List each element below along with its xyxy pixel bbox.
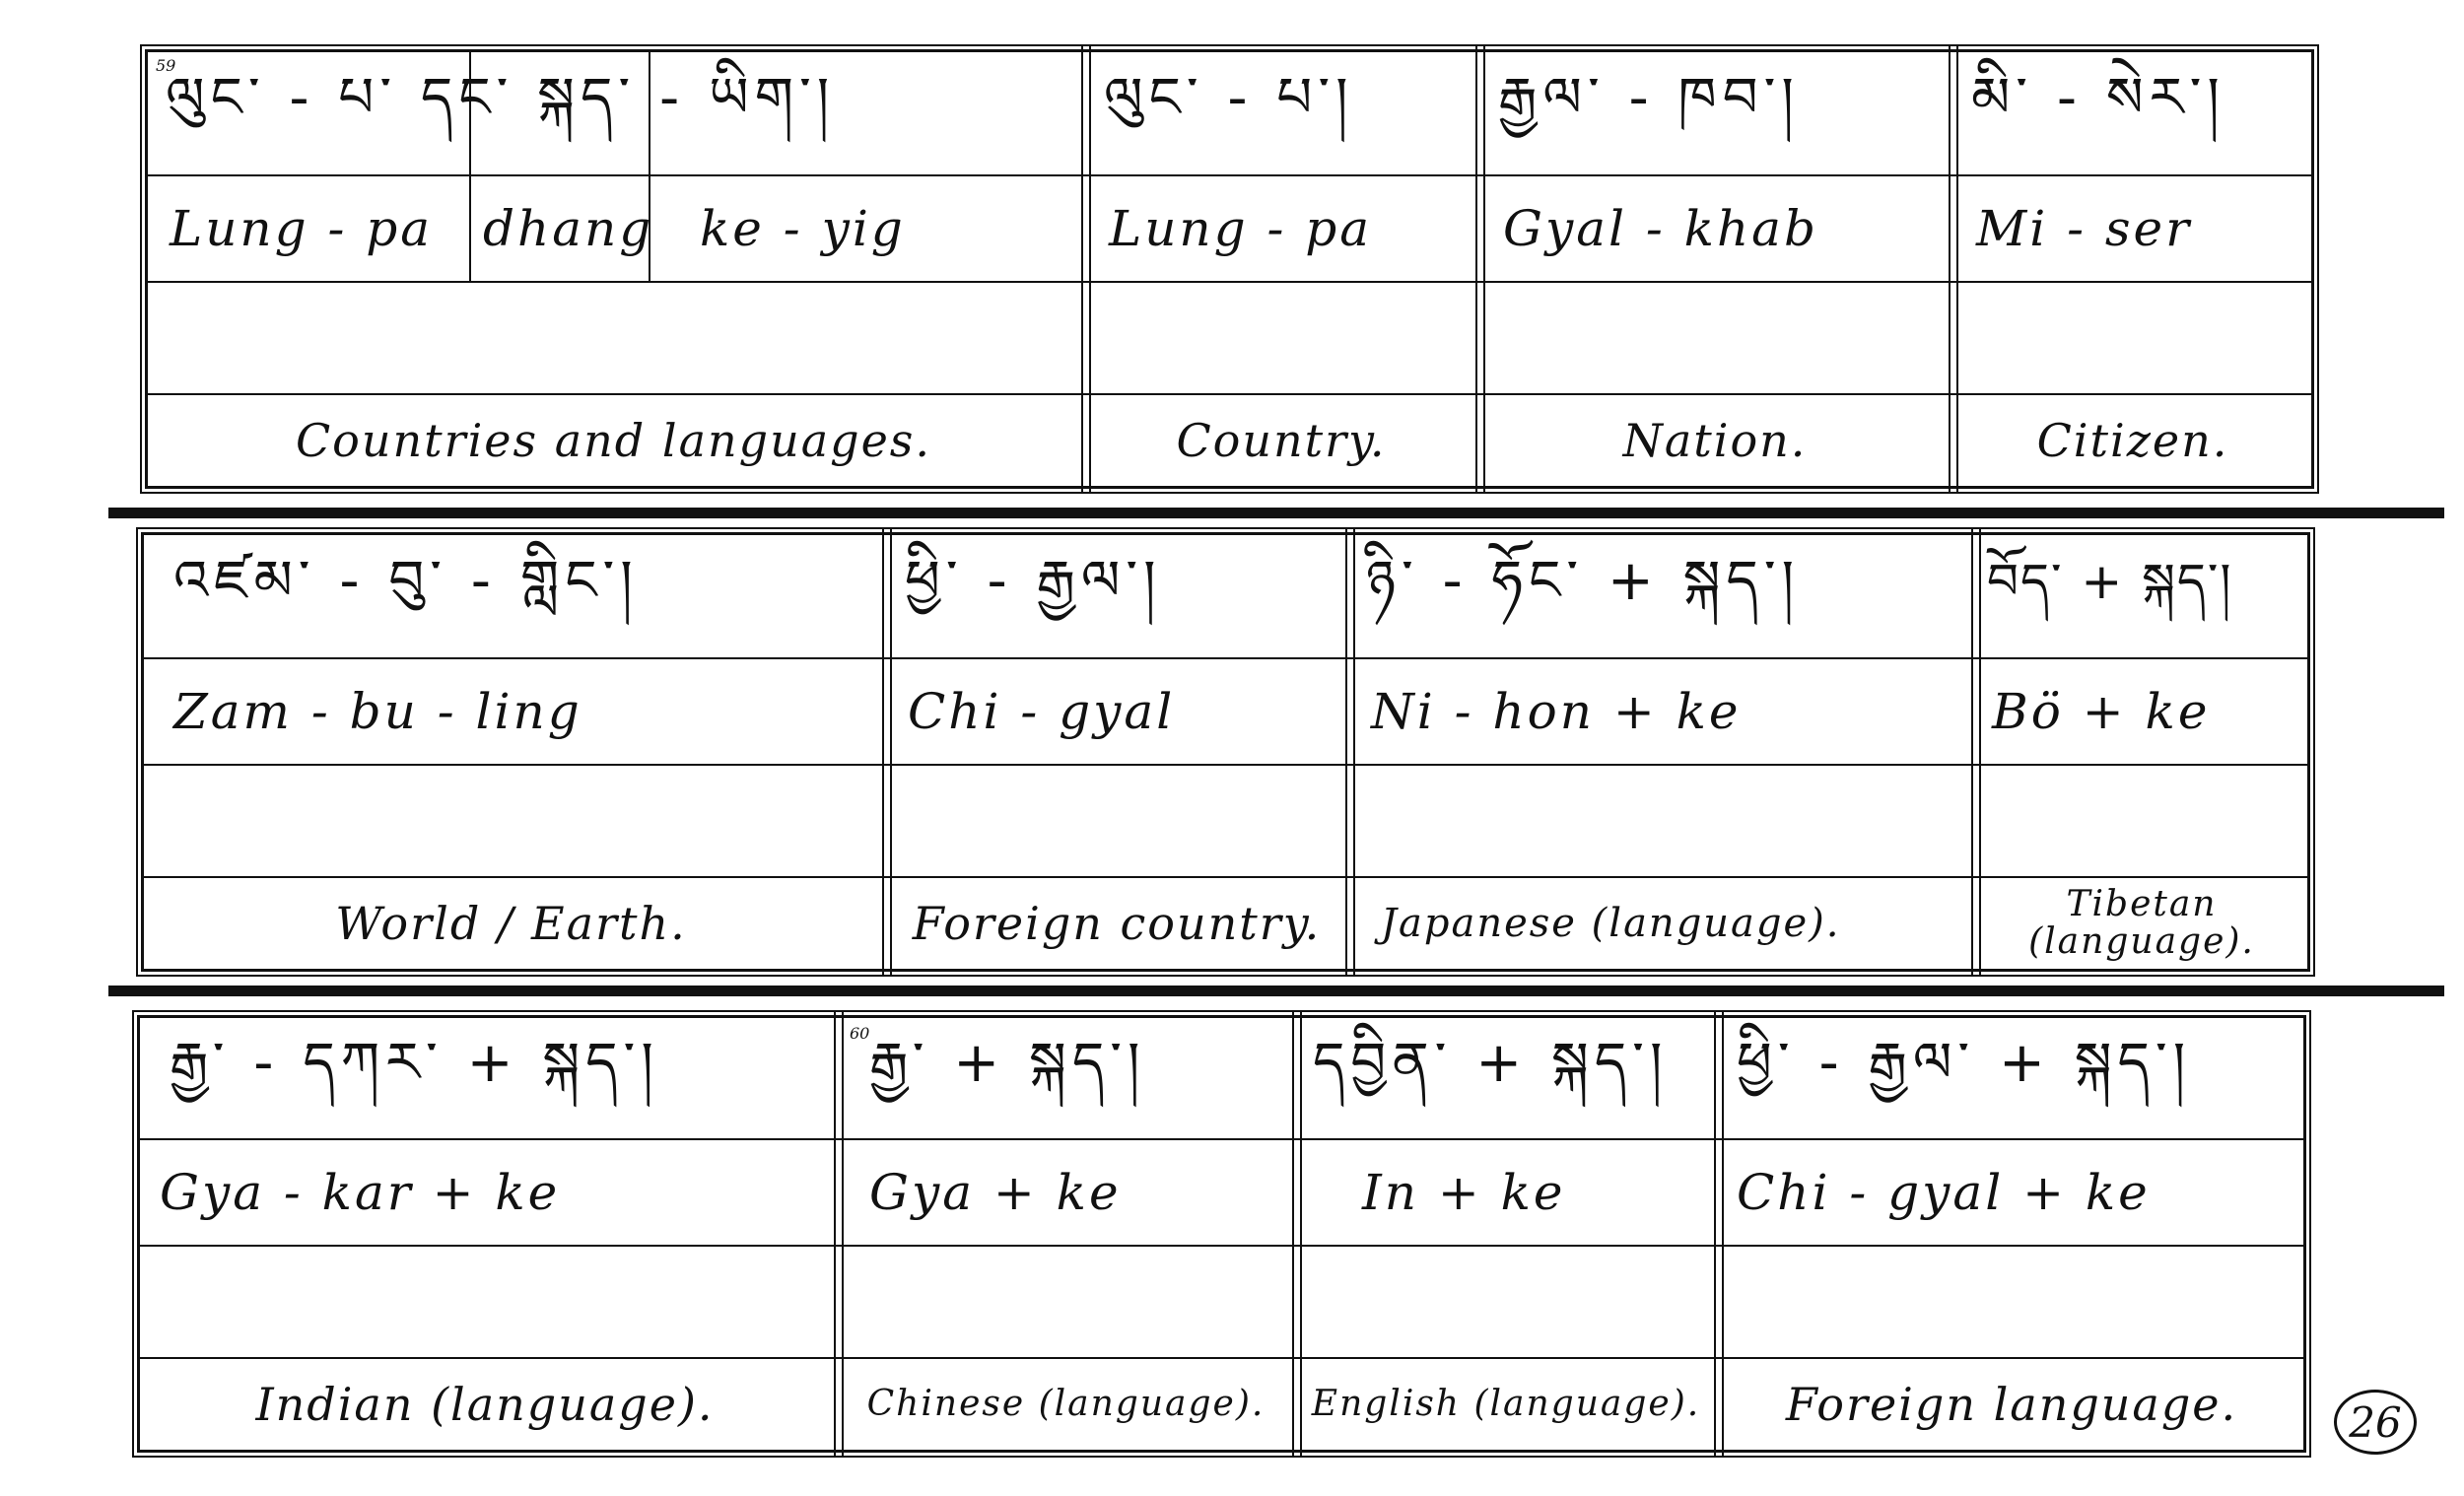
romanization: Gya + ke <box>869 1164 1122 1221</box>
tibetan-text: རྒྱ་ - དཀར་ + སྐད་། <box>170 1031 659 1095</box>
english-gloss: World / Earth. <box>335 897 687 950</box>
english-gloss: Nation. <box>1622 414 1808 467</box>
english-gloss: English (language). <box>1311 1384 1701 1424</box>
romanization: Lung - pa <box>170 200 434 257</box>
english-gloss: Countries and languages. <box>295 414 932 467</box>
tibetan-text: རྒྱལ་ - ཁབ་། <box>1498 66 1800 130</box>
romanization: Chi - gyal + ke <box>1737 1164 2151 1221</box>
tibetan-text: ཕྱི་ - རྒྱལ་། <box>905 549 1162 613</box>
blank-row <box>140 1247 2303 1359</box>
romanization: Zam - bu - ling <box>173 683 582 740</box>
romanization: Gyal - khab <box>1503 200 1818 257</box>
vocab-card-1 <box>145 49 2314 489</box>
tibetan-text: ལུང་ - པ་། <box>1104 66 1354 130</box>
english-gloss: Country. <box>1176 414 1387 467</box>
tibetan-text: འཛམ་ - བུ་ - གླིང་། <box>173 549 639 613</box>
page-number-badge: 26 <box>2334 1390 2417 1455</box>
tibetan-text: བོད་ + སྐད་། <box>1987 553 2233 610</box>
tibetan-text: མི་ - སེར་། <box>1971 66 2225 130</box>
vocab-card-2 <box>141 532 2310 972</box>
romanization: Mi - ser <box>1976 200 2193 257</box>
tibetan-text: དབྱིན་ + སྐད་། <box>1313 1031 1669 1095</box>
section-marker: 59 <box>156 56 176 75</box>
section-marker: 60 <box>850 1024 870 1043</box>
romanization: ke - yig <box>700 200 906 257</box>
section-separator <box>108 986 2444 996</box>
english-gloss: Chinese (language). <box>866 1384 1266 1424</box>
english-gloss: Citizen. <box>2036 414 2229 467</box>
vocab-card-3 <box>137 1015 2306 1453</box>
tibetan-text: རྒྱ་ + སྐད་། <box>869 1031 1146 1095</box>
tibetan-text: ལུང་ - པ་ དང་ སྐད་ - ཡིག་། <box>166 66 836 130</box>
romanization: In + ke <box>1362 1164 1566 1221</box>
section-separator <box>108 508 2444 518</box>
english-gloss: Foreign country. <box>912 897 1322 950</box>
tibetan-text: ཕྱི་ - རྒྱལ་ + སྐད་། <box>1737 1031 2192 1095</box>
romanization: Ni - hon + ke <box>1371 683 1742 740</box>
english-gloss: Indian (language). <box>255 1378 715 1431</box>
english-gloss: Tibetan (language). <box>2028 884 2255 962</box>
english-gloss: Foreign language. <box>1785 1378 2238 1431</box>
romanization: Chi - gyal <box>908 683 1176 740</box>
blank-row <box>144 766 2307 878</box>
romanization: Bö + ke <box>1992 683 2211 740</box>
romanization: Lung - pa <box>1109 200 1373 257</box>
romanization: Gya - kar + ke <box>160 1164 561 1221</box>
tibetan-text: ཉི་ - ཧོང་ + སྐད་། <box>1366 549 1801 613</box>
blank-row <box>148 283 2311 395</box>
english-gloss: Japanese (language). <box>1381 901 1841 946</box>
romanization: dhang <box>483 200 654 257</box>
